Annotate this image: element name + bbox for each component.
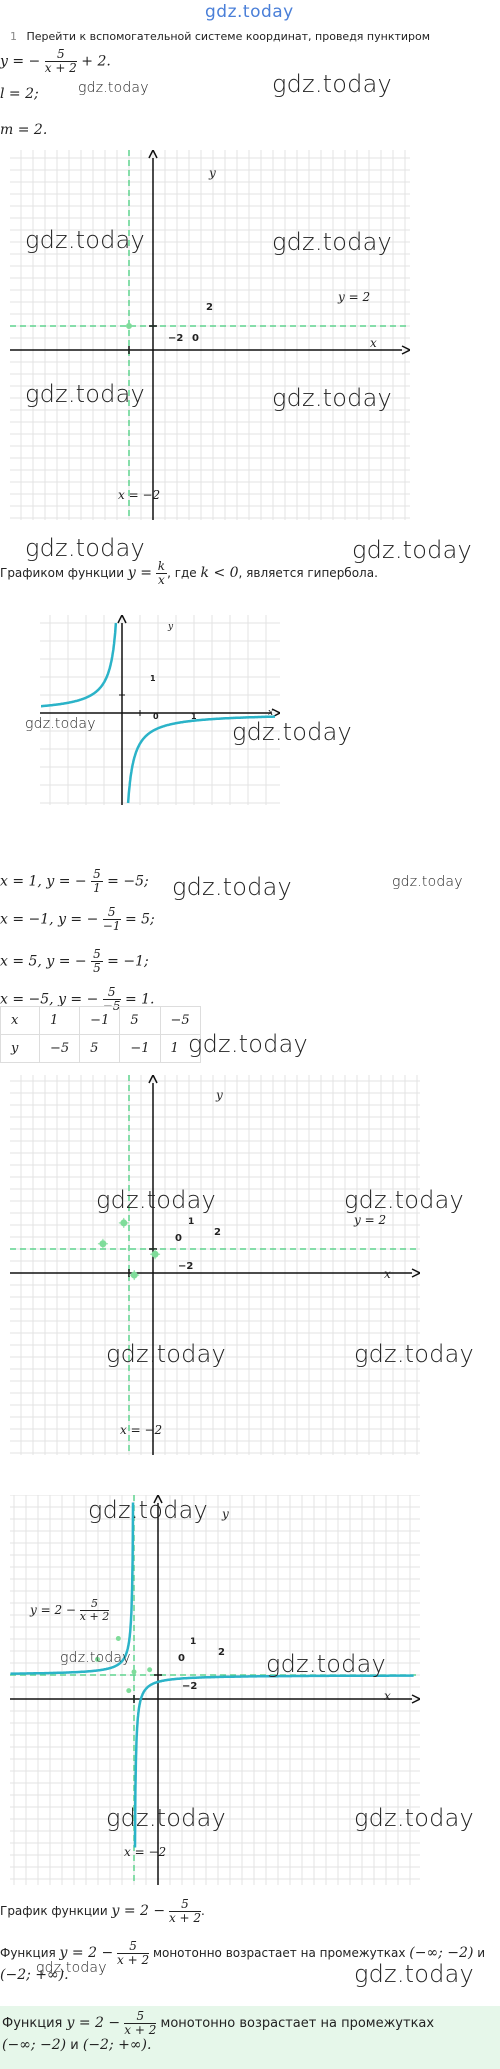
g1-y-label: y	[209, 166, 216, 180]
g3-zero: 0	[175, 1233, 182, 1244]
calc-row-4: x = −5, y = − $\frac{5}{-5}$ = 1.	[0, 985, 155, 1014]
g2-zero: 0	[153, 712, 159, 721]
g3-one-y: 1	[188, 1217, 195, 1227]
eq-lhs: y = −	[0, 53, 41, 70]
watermark: gdz.today	[352, 536, 472, 564]
g4-y-label: y	[222, 1507, 229, 1521]
calc-row-3: x = 5, y = − $\frac{5}{5}$ = −1;	[0, 947, 149, 976]
g2-x-label: x	[268, 708, 274, 718]
data-point	[147, 1667, 152, 1672]
site-logo[interactable]: gdz.today	[205, 2, 294, 22]
watermark: gdz.today	[272, 70, 392, 98]
g1-x-label: x	[370, 336, 377, 350]
table-row: y −5 5 −1 1	[1, 1035, 201, 1063]
g3-y-label: y	[216, 1088, 223, 1102]
g1-tick-x: −2	[168, 333, 184, 344]
watermark: gdz.today	[25, 534, 145, 562]
watermark: gdz.today	[25, 226, 145, 254]
watermark: gdz.today	[272, 228, 392, 256]
calc-row-2: x = −1, y = − $\frac{5}{-1}$ = 5;	[0, 905, 155, 934]
conclusion-graph: График функции y = 2 − $\frac{5}{x + 2}$ .	[0, 1897, 205, 1926]
data-point	[99, 1240, 106, 1247]
g3-tick-x: −2	[178, 1261, 194, 1272]
hyp-eq: y =	[127, 565, 152, 582]
watermark: gdz.today	[106, 1804, 226, 1832]
conclusion-monotonic: Функция y = 2 − $\frac{5}{x + 2}$ монотонно возрастает на промежутках (−∞; −2) и (−2; +∞).	[0, 1939, 486, 1984]
eq-den: x + 2	[44, 61, 77, 76]
watermark: gdz.today	[188, 1030, 308, 1058]
watermark: gdz.today	[272, 384, 392, 412]
data-point	[132, 1669, 137, 1674]
g4-x-label: x	[384, 1689, 391, 1703]
data-point	[152, 1251, 159, 1258]
watermark: gdz.today	[232, 718, 352, 746]
watermark: gdz.today	[354, 1960, 474, 1988]
step-heading	[10, 30, 430, 43]
hyp-mid: , где	[167, 566, 197, 581]
watermark: gdz.today	[344, 1186, 464, 1214]
calc-row-1: x = 1, y = − $\frac{5}{1}$ = −5;	[0, 867, 149, 896]
watermark: gdz.today	[354, 1804, 474, 1832]
watermark: gdz.today	[354, 1340, 474, 1368]
g1-zero: 0	[192, 333, 199, 344]
g3-tick-y: 2	[214, 1227, 221, 1238]
hyp-fraction	[156, 560, 167, 587]
data-point	[120, 1219, 127, 1226]
g1-tick-y: 2	[206, 302, 213, 313]
eq-tail: + 2.	[81, 53, 111, 70]
g4-zero: 0	[178, 1653, 185, 1664]
g4-func-label: y = 2 − $\frac{5}{x + 2}$	[30, 1597, 110, 1624]
table-row: x 1 −1 5 −5	[1, 1007, 201, 1035]
data-point	[116, 1636, 121, 1641]
g3-asym-y: y = 2	[354, 1213, 387, 1227]
data-point	[131, 1272, 138, 1279]
watermark: gdz.today	[60, 1650, 131, 1666]
hyp-suffix: , является гипербола.	[238, 566, 378, 581]
g1-asym-y: y = 2	[338, 290, 371, 304]
g2-one-y: 1	[150, 674, 156, 683]
g2-one-x: 1	[191, 712, 197, 721]
hyperbola-text	[0, 560, 378, 587]
g2-y-label: y	[168, 622, 174, 632]
step-number: 1	[10, 30, 17, 43]
graph-auxiliary-axes	[10, 150, 410, 520]
equation-main	[0, 48, 111, 75]
g1-asym-x: x = −2	[118, 488, 161, 502]
data-point	[126, 1688, 131, 1693]
watermark: gdz.today	[392, 874, 463, 890]
watermark: gdz.today	[36, 1960, 107, 1976]
hyp-den: x	[158, 573, 165, 588]
hyp-cond: k < 0	[200, 565, 239, 582]
g4-tick-y: 2	[218, 1647, 225, 1658]
graph-points	[10, 1075, 420, 1455]
watermark: gdz.today	[266, 1650, 386, 1678]
values-table	[0, 1006, 201, 1063]
watermark: gdz.today	[25, 380, 145, 408]
l-line: l = 2;	[0, 86, 39, 102]
m-line: m = 2.	[0, 122, 48, 138]
g4-one-y: 1	[190, 1637, 197, 1647]
aux-origin-point	[126, 323, 132, 329]
hyp-num: k	[157, 559, 166, 573]
answer-box: Функция y = 2 − $\frac{5}{x + 2}$ монотонно возрастает на промежутках (−∞; −2) и (−2; +∞).	[0, 2006, 500, 2069]
g4-tick-x: −2	[182, 1681, 198, 1692]
watermark: gdz.today	[78, 80, 149, 96]
g4-asym-x: x = −2	[124, 1845, 167, 1859]
eq-fraction	[45, 48, 77, 75]
eq-num: 5	[45, 48, 77, 62]
watermark: gdz.today	[172, 873, 292, 901]
watermark: gdz.today	[96, 1186, 216, 1214]
watermark: gdz.today	[25, 716, 96, 732]
g3-x-label: x	[384, 1267, 391, 1281]
graph-hyperbola-example	[40, 615, 280, 805]
watermark: gdz.today	[106, 1340, 226, 1368]
watermark: gdz.today	[88, 1496, 208, 1524]
step-title: Перейти к вспомогательной системе координат, проведя пунктиром	[26, 30, 431, 43]
g3-asym-x: x = −2	[120, 1423, 163, 1437]
hyp-prefix: Графиком функции	[0, 566, 125, 581]
function-branch-left	[10, 1503, 133, 1674]
hyperbola-branch-left	[41, 623, 116, 706]
